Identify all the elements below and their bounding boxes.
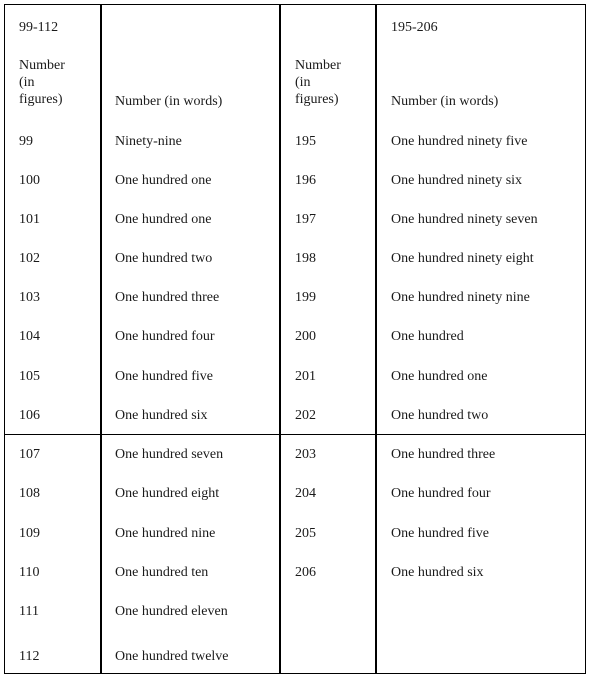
words-cell: One hundred eight (115, 486, 220, 501)
words-cell: One hundred ten (115, 565, 209, 580)
words-cell: One hundred three (115, 290, 220, 305)
figure-cell: 105 (19, 369, 40, 384)
words-cell: One hundred one (391, 369, 488, 384)
figure-cell: 196 (295, 173, 316, 188)
words-cell: One hundred six (115, 408, 208, 423)
column-divider (375, 5, 377, 673)
words-cell: One hundred eleven (115, 604, 228, 619)
words-cell: One hundred nine (115, 526, 216, 541)
range-label-left: 99-112 (19, 20, 59, 35)
header-figures-right: Number (in figures) (295, 58, 341, 107)
header-words-left: Number (in words) (115, 94, 223, 109)
words-cell: One hundred two (115, 251, 213, 266)
column-divider (279, 5, 281, 673)
figure-cell: 202 (295, 408, 316, 423)
figure-cell: 103 (19, 290, 40, 305)
figure-cell: 102 (19, 251, 40, 266)
words-cell: One hundred one (115, 212, 212, 227)
figure-cell: 205 (295, 526, 316, 541)
figure-cell: 104 (19, 329, 40, 344)
figure-cell: 111 (19, 604, 39, 619)
range-label-right: 195-206 (391, 20, 438, 35)
figure-cell: 112 (19, 649, 40, 664)
words-cell: One hundred four (391, 486, 491, 501)
figure-cell: 107 (19, 447, 40, 462)
header-figures-left: Number (in figures) (19, 58, 65, 107)
figure-cell: 99 (19, 134, 33, 149)
words-cell: One hundred three (391, 447, 496, 462)
words-cell: One hundred ninety nine (391, 290, 530, 305)
figure-cell: 109 (19, 526, 40, 541)
figure-cell: 200 (295, 329, 316, 344)
words-cell: One hundred ninety five (391, 134, 528, 149)
figure-cell: 201 (295, 369, 316, 384)
number-table (4, 4, 586, 674)
figure-cell: 100 (19, 173, 40, 188)
column-divider (100, 5, 102, 673)
words-cell: One hundred two (391, 408, 489, 423)
figure-cell: 110 (19, 565, 40, 580)
words-cell: One hundred five (115, 369, 213, 384)
words-cell: One hundred twelve (115, 649, 229, 664)
header-words-right: Number (in words) (391, 94, 499, 109)
figure-cell: 197 (295, 212, 316, 227)
figure-cell: 206 (295, 565, 316, 580)
figure-cell: 106 (19, 408, 40, 423)
figure-cell: 108 (19, 486, 40, 501)
words-cell: One hundred six (391, 565, 484, 580)
figure-cell: 204 (295, 486, 316, 501)
figure-cell: 195 (295, 134, 316, 149)
words-cell: One hundred (391, 329, 464, 344)
words-cell: Ninety-nine (115, 134, 182, 149)
words-cell: One hundred four (115, 329, 215, 344)
figure-cell: 203 (295, 447, 316, 462)
words-cell: One hundred five (391, 526, 489, 541)
row-divider (5, 434, 585, 435)
words-cell: One hundred ninety six (391, 173, 523, 188)
words-cell: One hundred ninety seven (391, 212, 538, 227)
figure-cell: 101 (19, 212, 40, 227)
figure-cell: 198 (295, 251, 316, 266)
words-cell: One hundred one (115, 173, 212, 188)
words-cell: One hundred seven (115, 447, 224, 462)
words-cell: One hundred ninety eight (391, 251, 534, 266)
figure-cell: 199 (295, 290, 316, 305)
